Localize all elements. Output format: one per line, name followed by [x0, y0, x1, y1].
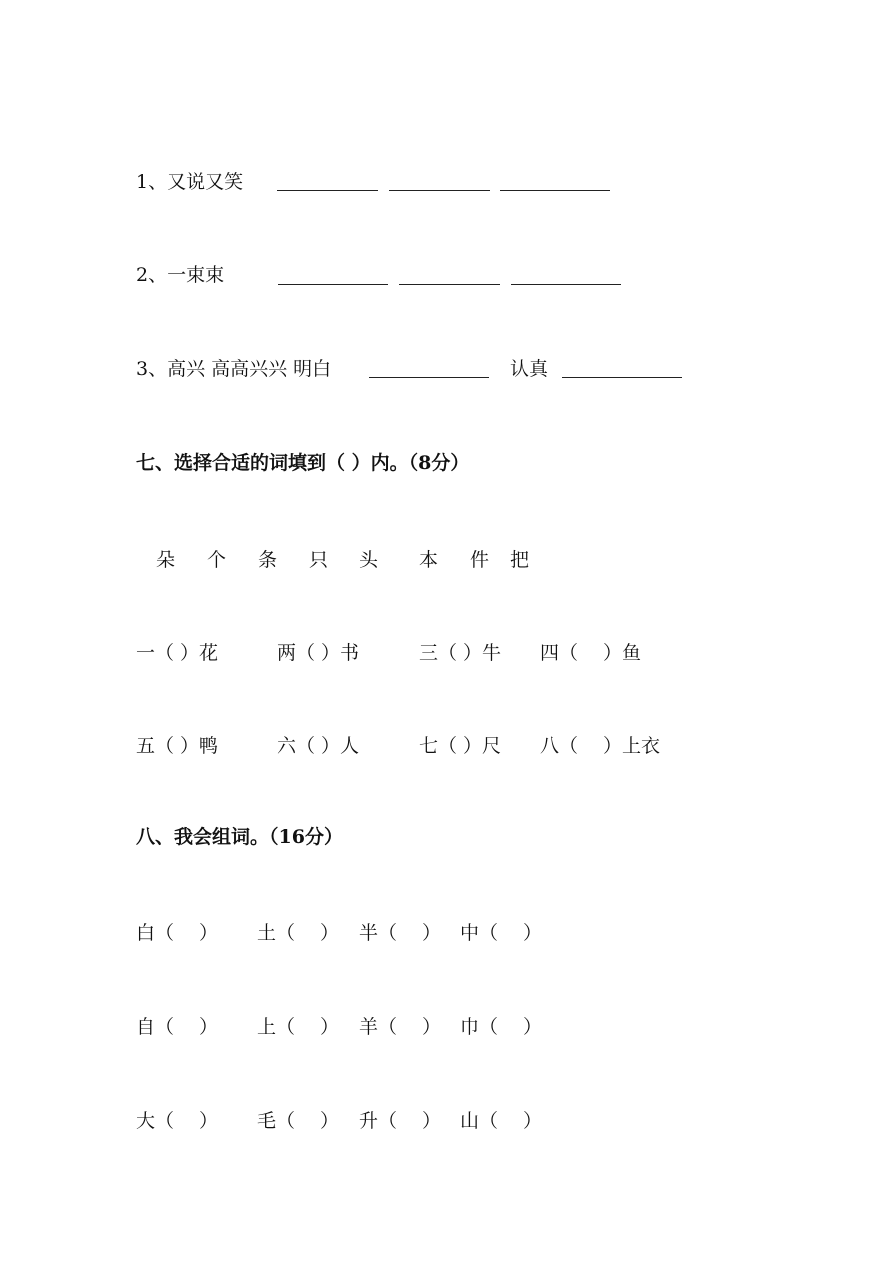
- q6-item-1-label: 1、又说又笑: [136, 171, 244, 193]
- word-group-item[interactable]: 上（ ）: [257, 1016, 340, 1038]
- answer-blank[interactable]: [511, 284, 621, 285]
- word-group-item[interactable]: 毛（ ）: [257, 1110, 340, 1132]
- word-group-item[interactable]: 羊（ ）: [359, 1016, 442, 1038]
- answer-blank[interactable]: [389, 190, 490, 191]
- word-group-item[interactable]: 土（ ）: [257, 922, 340, 944]
- word-bank-item: 件: [470, 549, 490, 571]
- word-bank-item: 只: [309, 549, 329, 571]
- word-group-item[interactable]: 山（ ）: [460, 1110, 543, 1132]
- fill-in-item[interactable]: 六（ ）人: [277, 735, 360, 757]
- word-bank-item: 本: [419, 549, 439, 571]
- word-group-item[interactable]: 白（ ）: [136, 922, 219, 944]
- word-group-item[interactable]: 自（ ）: [136, 1016, 219, 1038]
- q6-item-1: [136, 170, 243, 194]
- answer-blank[interactable]: [562, 377, 682, 378]
- q6-item-2: [136, 263, 224, 287]
- q6-item-3-word2: 认真: [510, 358, 549, 380]
- answer-blank[interactable]: [500, 190, 610, 191]
- fill-in-item[interactable]: 三（ ）牛: [419, 642, 502, 664]
- word-bank-item: 头: [359, 549, 379, 571]
- word-group-item[interactable]: 半（ ）: [359, 922, 442, 944]
- word-group-item[interactable]: 升（ ）: [359, 1110, 442, 1132]
- fill-in-item[interactable]: 八（ ）上衣: [540, 735, 661, 757]
- answer-blank[interactable]: [278, 284, 388, 285]
- word-group-item[interactable]: 中（ ）: [460, 922, 543, 944]
- word-bank-item: 条: [258, 549, 278, 571]
- fill-in-item[interactable]: 一（ ）花: [136, 642, 219, 664]
- word-group-item[interactable]: 大（ ）: [136, 1110, 219, 1132]
- fill-in-item[interactable]: 五（ ）鸭: [136, 735, 219, 757]
- q6-item-3-label: 3、高兴 高高兴兴 明白: [136, 358, 332, 380]
- answer-blank[interactable]: [277, 190, 378, 191]
- word-bank-item: 朵: [156, 549, 176, 571]
- word-bank-item: 把: [510, 549, 530, 571]
- answer-blank[interactable]: [399, 284, 500, 285]
- fill-in-item[interactable]: 两（ ）书: [277, 642, 360, 664]
- fill-in-item[interactable]: 四（ ）鱼: [540, 642, 642, 664]
- word-group-item[interactable]: 巾（ ）: [460, 1016, 543, 1038]
- answer-blank[interactable]: [369, 377, 489, 378]
- q6-item-2-label: 2、一束束: [136, 264, 225, 286]
- q6-item-3: [136, 357, 331, 381]
- q7-heading: 七、选择合适的词填到（ ）内。（8分）: [136, 452, 470, 474]
- word-bank-item: 个: [207, 549, 227, 571]
- fill-in-item[interactable]: 七（ ）尺: [419, 735, 502, 757]
- q8-heading: 八、我会组词。（16分）: [136, 826, 343, 848]
